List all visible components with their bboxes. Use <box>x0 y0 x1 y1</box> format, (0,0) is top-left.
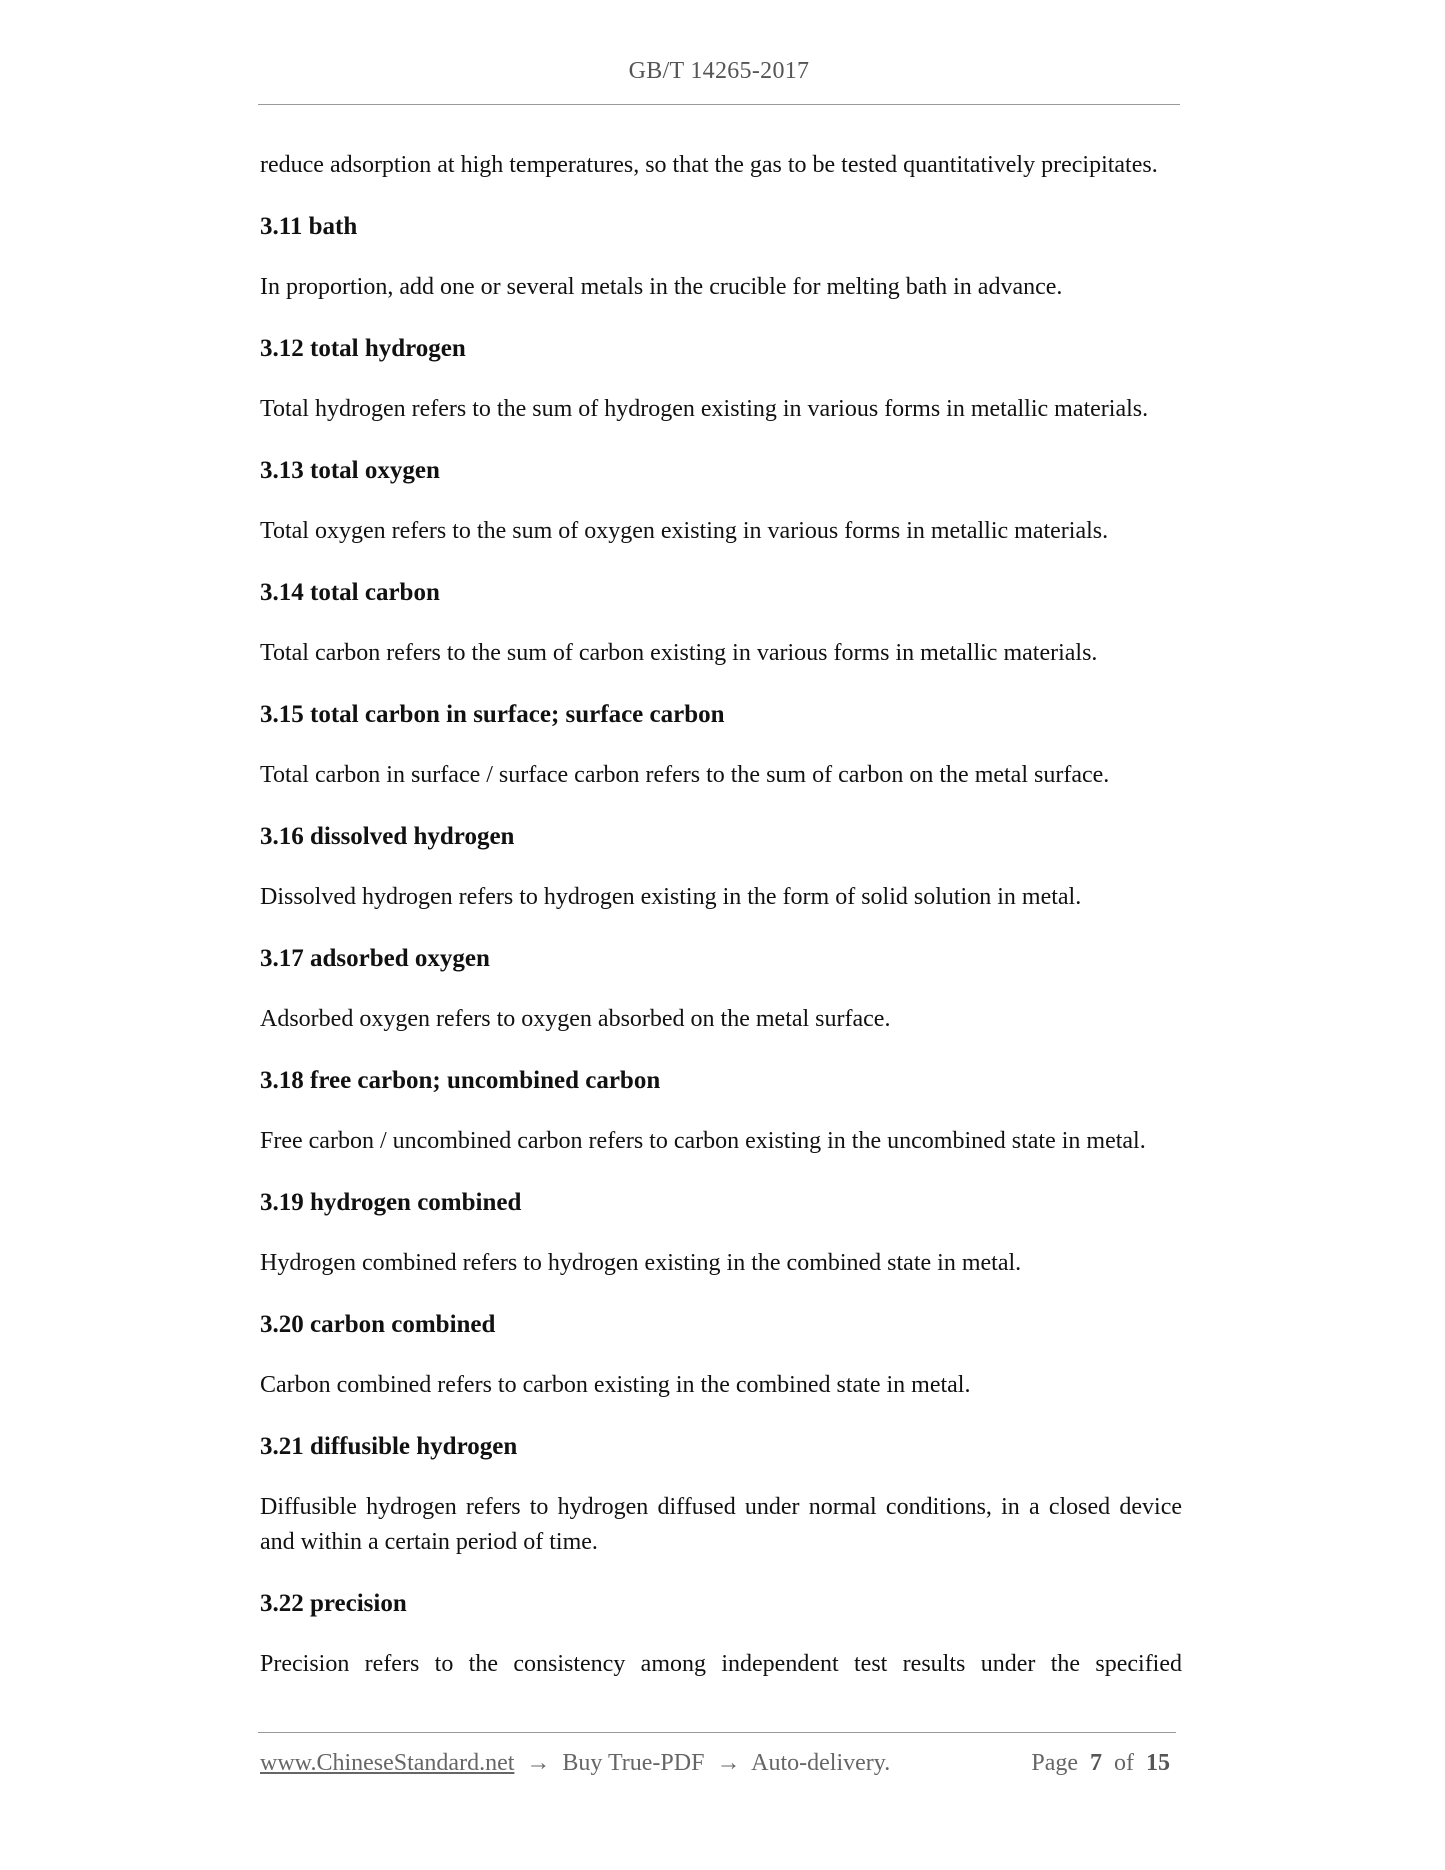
section-text: Carbon combined refers to carbon existing in the combined state in metal. <box>260 1372 971 1398</box>
section-heading: 3.20 carbon combined <box>260 1311 496 1338</box>
section-heading: 3.13 total oxygen <box>260 457 440 484</box>
arrow-right-icon: → <box>526 1750 551 1776</box>
header-divider <box>258 104 1180 105</box>
page-number <box>1031 1750 1176 1777</box>
document-header: GB/T 14265-2017 <box>628 58 810 84</box>
section-heading: 3.14 total carbon <box>260 579 440 606</box>
section-text: Free carbon / uncombined carbon refers to carbon existing in the uncombined state in metal. <box>260 1128 1146 1154</box>
footer-links <box>260 1750 890 1777</box>
section-text: Total carbon refers to the sum of carbon existing in various forms in metallic materials. <box>260 640 1098 666</box>
section-heading: 3.16 dissolved hydrogen <box>260 823 515 850</box>
section-heading: 3.17 adsorbed oxygen <box>260 945 490 972</box>
section-text: Precision refers to the consistency among independent test results under the specified <box>260 1651 1182 1677</box>
section-text: Total hydrogen refers to the sum of hydrogen existing in various forms in metallic materials. <box>260 396 1149 422</box>
section-heading: 3.11 bath <box>260 213 358 240</box>
section-heading: 3.18 free carbon; uncombined carbon <box>260 1067 661 1094</box>
section-text: Total carbon in surface / surface carbon refers to the sum of carbon on the metal surface. <box>260 762 1110 788</box>
section-text: Total oxygen refers to the sum of oxygen existing in various forms in metallic materials. <box>260 518 1109 544</box>
page-footer <box>260 1750 1176 1777</box>
section-heading: 3.12 total hydrogen <box>260 335 466 362</box>
page-of-label: of <box>1114 1750 1134 1776</box>
section-text: Dissolved hydrogen refers to hydrogen existing in the form of solid solution in metal. <box>260 884 1082 910</box>
website-link[interactable]: www.ChineseStandard.net <box>260 1750 515 1776</box>
delivery-text: Auto-delivery. <box>751 1750 891 1776</box>
document-body <box>260 148 1182 1682</box>
footer-divider <box>258 1732 1176 1733</box>
section-heading: 3.21 diffusible hydrogen <box>260 1433 518 1460</box>
section-text: Diffusible hydrogen refers to hydrogen diffused under normal conditions, in a closed device and within a certain period of time. <box>260 1494 1182 1555</box>
section-text: Adsorbed oxygen refers to oxygen absorbed on the metal surface. <box>260 1006 891 1032</box>
section-text: Hydrogen combined refers to hydrogen existing in the combined state in metal. <box>260 1250 1022 1276</box>
section-text: In proportion, add one or several metals in the crucible for melting bath in advance. <box>260 274 1063 300</box>
buy-pdf-text: Buy True-PDF <box>562 1750 705 1776</box>
page-label: Page <box>1031 1750 1078 1776</box>
section-heading: 3.22 precision <box>260 1590 407 1617</box>
section-heading: 3.19 hydrogen combined <box>260 1189 522 1216</box>
arrow-right-icon: → <box>716 1750 741 1776</box>
page-current: 7 <box>1090 1750 1102 1776</box>
section-heading: 3.15 total carbon in surface; surface carbon <box>260 701 725 728</box>
page-total: 15 <box>1146 1750 1170 1776</box>
intro-paragraph: reduce adsorption at high temperatures, so that the gas to be tested quantitatively precipitates. <box>260 152 1158 178</box>
